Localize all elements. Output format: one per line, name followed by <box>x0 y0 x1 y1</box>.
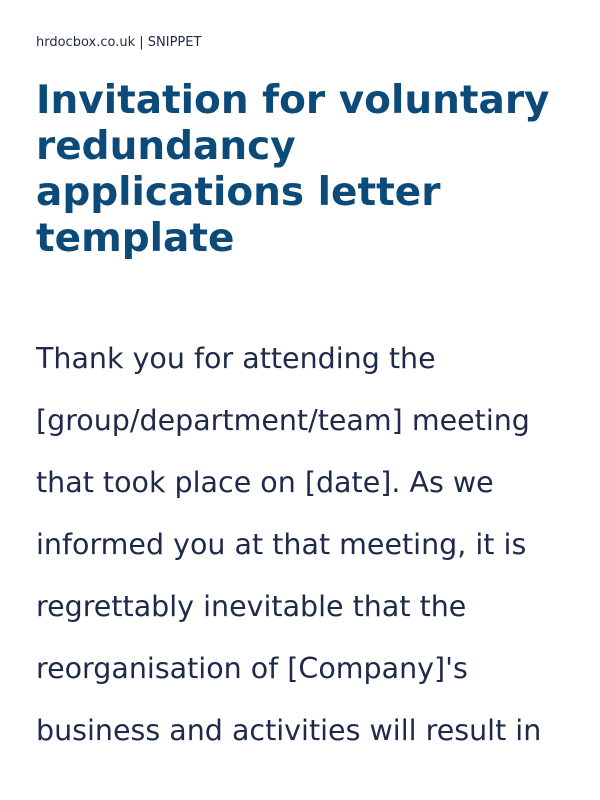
body-paragraph: Thank you for attending the [group/department/team] meeting that took place on [date]. As we informed you at that meeting, it is regrettably inevitable that the reorganisation of [Company]'s business and activities will result in <box>36 342 542 747</box>
site-label: hrdocbox.co.uk | SNIPPET <box>36 35 202 50</box>
page-title: Invitation for voluntary redundancy applications letter template <box>36 78 550 261</box>
